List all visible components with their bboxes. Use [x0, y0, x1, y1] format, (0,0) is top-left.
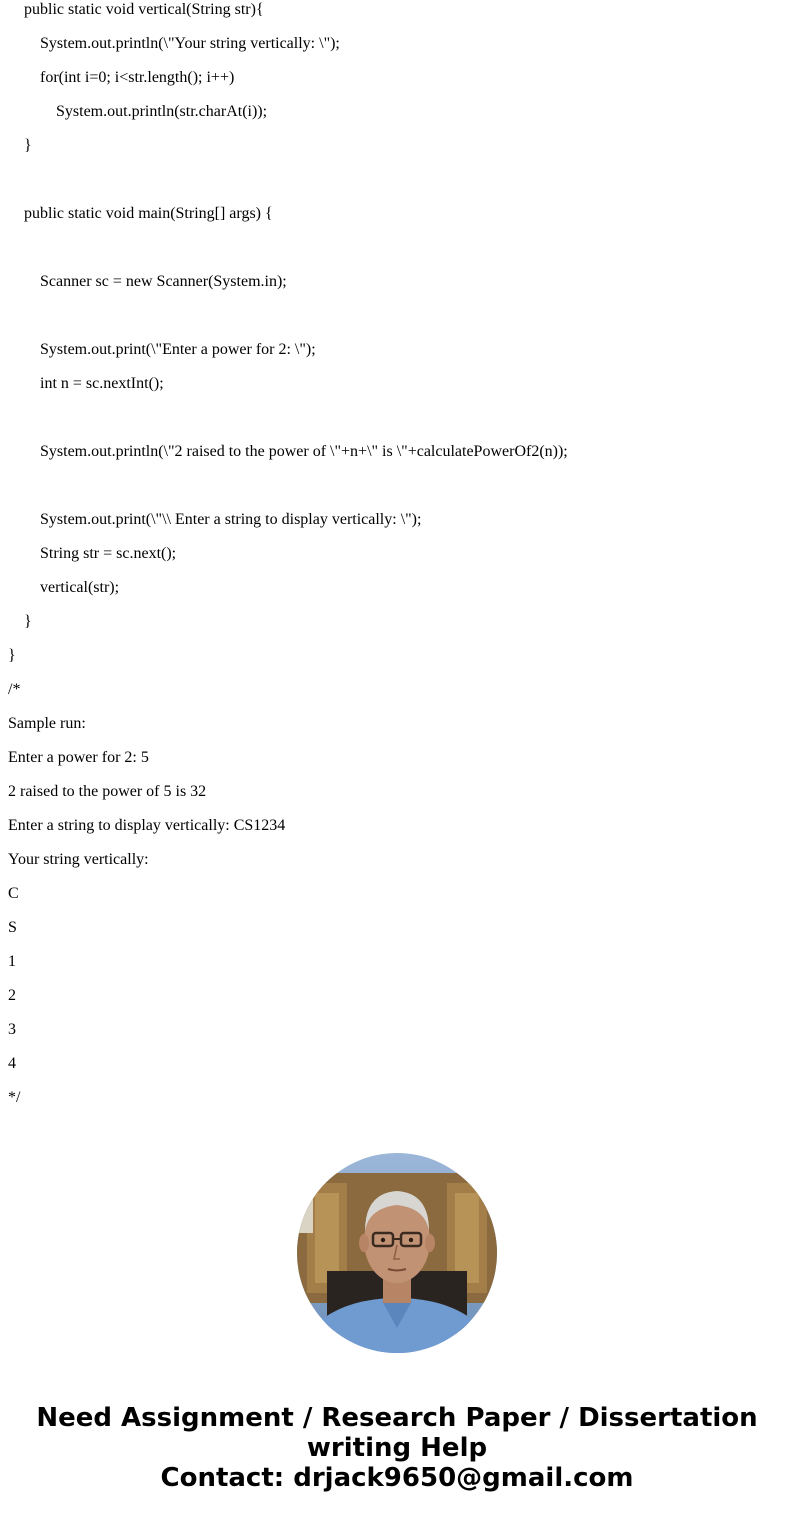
code-line: */	[8, 1089, 21, 1106]
author-photo	[297, 1153, 497, 1353]
code-line: }	[8, 647, 16, 664]
code-line: System.out.println(\"Your string vertically: \");	[8, 35, 340, 52]
code-line: int n = sc.nextInt();	[8, 375, 164, 392]
code-line: Enter a string to display vertically: CS1234	[8, 817, 286, 834]
code-line: Sample run:	[8, 715, 86, 732]
code-line: System.out.print(\"\\ Enter a string to display vertically: \");	[8, 511, 422, 528]
code-line: for(int i=0; i<str.length(); i++)	[8, 69, 235, 86]
code-line: public static void vertical(String str){	[8, 1, 264, 18]
code-line: 1	[8, 953, 16, 970]
code-line: System.out.println(str.charAt(i));	[8, 103, 268, 120]
code-line: }	[8, 137, 32, 154]
code-line: /*	[8, 681, 21, 698]
code-line: 2 raised to the power of 5 is 32	[8, 783, 207, 800]
author-avatar	[297, 1153, 497, 1353]
code-line: }	[8, 613, 32, 630]
code-line: public static void main(String[] args) {	[8, 205, 273, 222]
code-line: Scanner sc = new Scanner(System.in);	[8, 273, 287, 290]
code-line: 4	[8, 1055, 16, 1072]
code-line: S	[8, 919, 17, 936]
contact-banner	[0, 1403, 794, 1493]
code-line: C	[8, 885, 19, 902]
code-line: System.out.println(\"2 raised to the power of \"+n+\" is \"+calculatePowerOf2(n));	[8, 443, 568, 460]
promo-headline: Need Assignment / Research Paper / Dissertation	[36, 1403, 758, 1433]
code-line: vertical(str);	[8, 579, 120, 596]
code-line: 2	[8, 987, 16, 1004]
code-line: Enter a power for 2: 5	[8, 749, 149, 766]
code-line: Your string vertically:	[8, 851, 149, 868]
promo-subheadline: writing Help	[306, 1433, 488, 1463]
code-line: System.out.print(\"Enter a power for 2: \");	[8, 341, 316, 358]
contact-email[interactable]: Contact: drjack9650@gmail.com	[160, 1463, 634, 1493]
code-line: String str = sc.next();	[8, 545, 177, 562]
code-line: 3	[8, 1021, 16, 1038]
